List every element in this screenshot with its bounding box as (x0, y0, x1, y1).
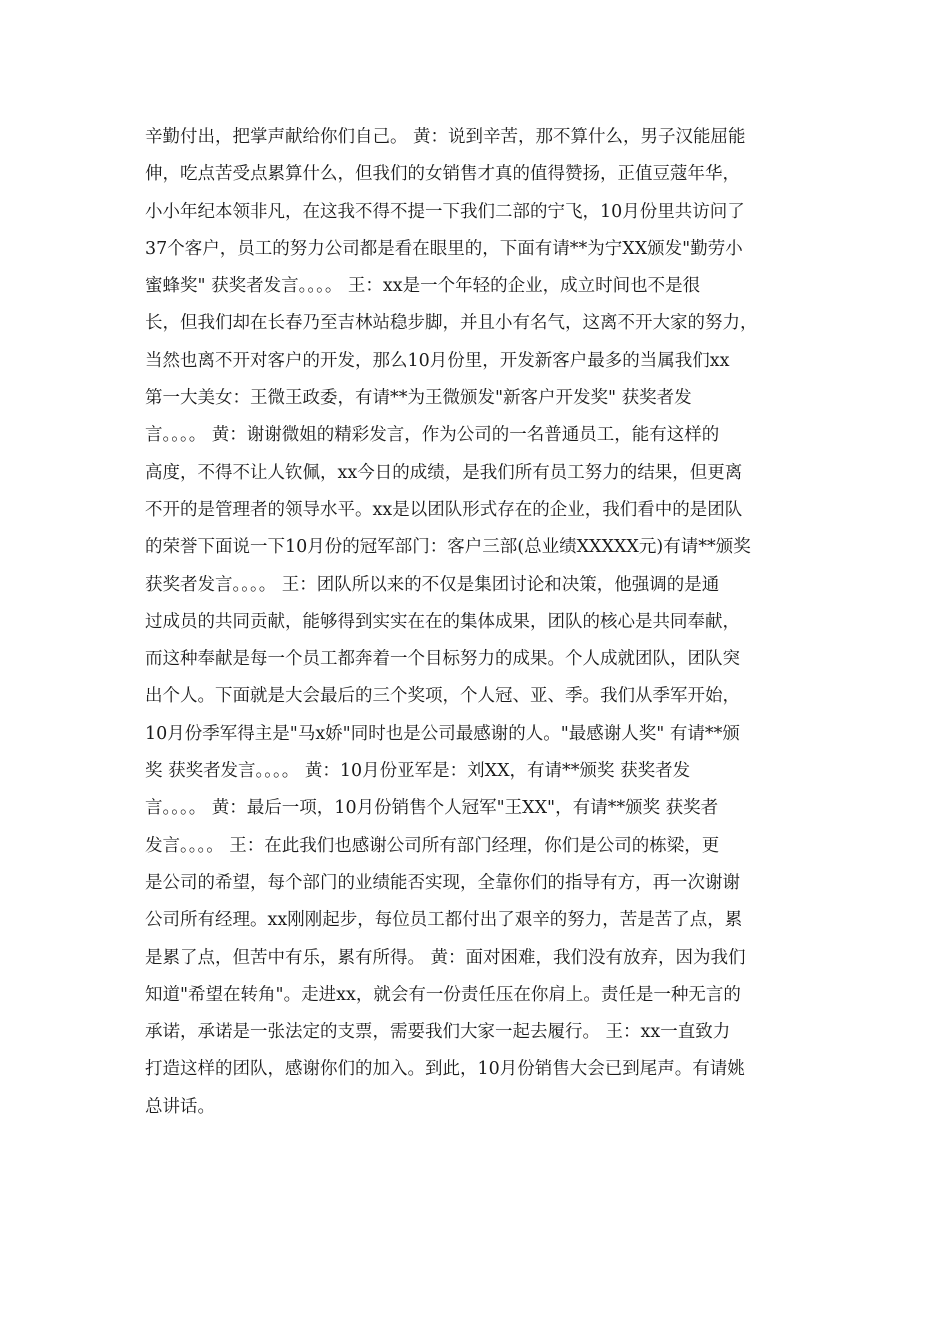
text-line: 公司所有经理。xx刚刚起步，每位员工都付出了艰辛的努力，苦是苦了点，累 (145, 910, 743, 931)
text-line: 发言。。。。 王：在此我们也感谢公司所有部门经理，你们是公司的栋梁，更 (145, 835, 720, 856)
text-line: 而这种奉献是每一个员工都奔着一个目标努力的成果。个人成就团队，团队突 (145, 649, 740, 670)
text-line: 言。。。。 黄：谢谢微姐的精彩发言，作为公司的一名普通员工，能有这样的 (145, 425, 720, 446)
text-line: 是公司的希望，每个部门的业绩能否实现，全靠你们的指导有方，再一次谢谢 (145, 872, 740, 893)
text-line: 不开的是管理者的领导水平。xx是以团队形式存在的企业，我们看中的是团队 (145, 499, 743, 520)
text-line: 奖 获奖者发言。。。。 黄：10月份亚军是：刘XX，有请**颁奖 获奖者发 (145, 761, 691, 782)
text-line: 的荣誉下面说一下10月份的冠军部门：客户三部(总业绩XXXXX元)有请**颁奖 (145, 537, 751, 558)
text-line: 高度，不得不让人钦佩，xx今日的成绩，是我们所有员工努力的结果，但更离 (145, 462, 743, 483)
text-line: 第一大美女：王微王政委，有请**为王微颁发"新客户开发奖" 获奖者发 (145, 388, 692, 409)
body-text (145, 119, 810, 1126)
text-line: 出个人。下面就是大会最后的三个奖项，个人冠、亚、季。我们从季军开始， (145, 686, 740, 707)
text-line: 蜜蜂奖" 获奖者发言。。。。 王：xx是一个年轻的企业，成立时间也不是很 (145, 276, 701, 297)
text-line: 37个客户，员工的努力公司都是看在眼里的，下面有请**为宁XX颁发"勤劳小 (145, 238, 743, 259)
text-line: 10月份季军得主是"马x娇"同时也是公司最感谢的人。"最感谢人奖" 有请**颁 (145, 723, 740, 744)
text-line: 伸，吃点苦受点累算什么，但我们的女销售才真的值得赞扬，正值豆蔻年华， (145, 164, 740, 185)
text-line: 过成员的共同贡献，能够得到实实在在的集体成果，团队的核心是共同奉献， (145, 611, 740, 632)
text-line: 打造这样的团队，感谢你们的加入。到此，10月份销售大会已到尾声。有请姚 (145, 1059, 745, 1080)
text-line: 知道"希望在转角"。走进xx，就会有一份责任压在你肩上。责任是一种无言的 (145, 984, 741, 1005)
text-line: 总讲话。 (145, 1096, 215, 1117)
text-line: 当然也离不开对客户的开发，那么10月份里，开发新客户最多的当属我们xx (145, 350, 730, 371)
text-line: 长，但我们却在长春乃至吉林站稳步脚，并且小有名气，这离不开大家的努力， (145, 313, 758, 334)
text-line: 辛勤付出，把掌声献给你们自己。 黄：说到辛苦，那不算什么，男子汉能屈能 (145, 127, 746, 147)
text-line: 承诺，承诺是一张法定的支票，需要我们大家一起去履行。 王：xx一直致力 (145, 1022, 731, 1043)
text-line: 是累了点，但苦中有乐，累有所得。 黄：面对困难，我们没有放弃，因为我们 (145, 947, 746, 968)
text-line: 获奖者发言。。。。 王：团队所以来的不仅是集团讨论和决策，他强调的是通 (145, 574, 720, 595)
text-line: 言。。。。 黄：最后一项，10月份销售个人冠军"王XX"，有请**颁奖 获奖者 (145, 798, 719, 819)
text-line: 小小年纪本领非凡，在这我不得不提一下我们二部的宁飞，10月份里共访问了 (145, 201, 745, 222)
